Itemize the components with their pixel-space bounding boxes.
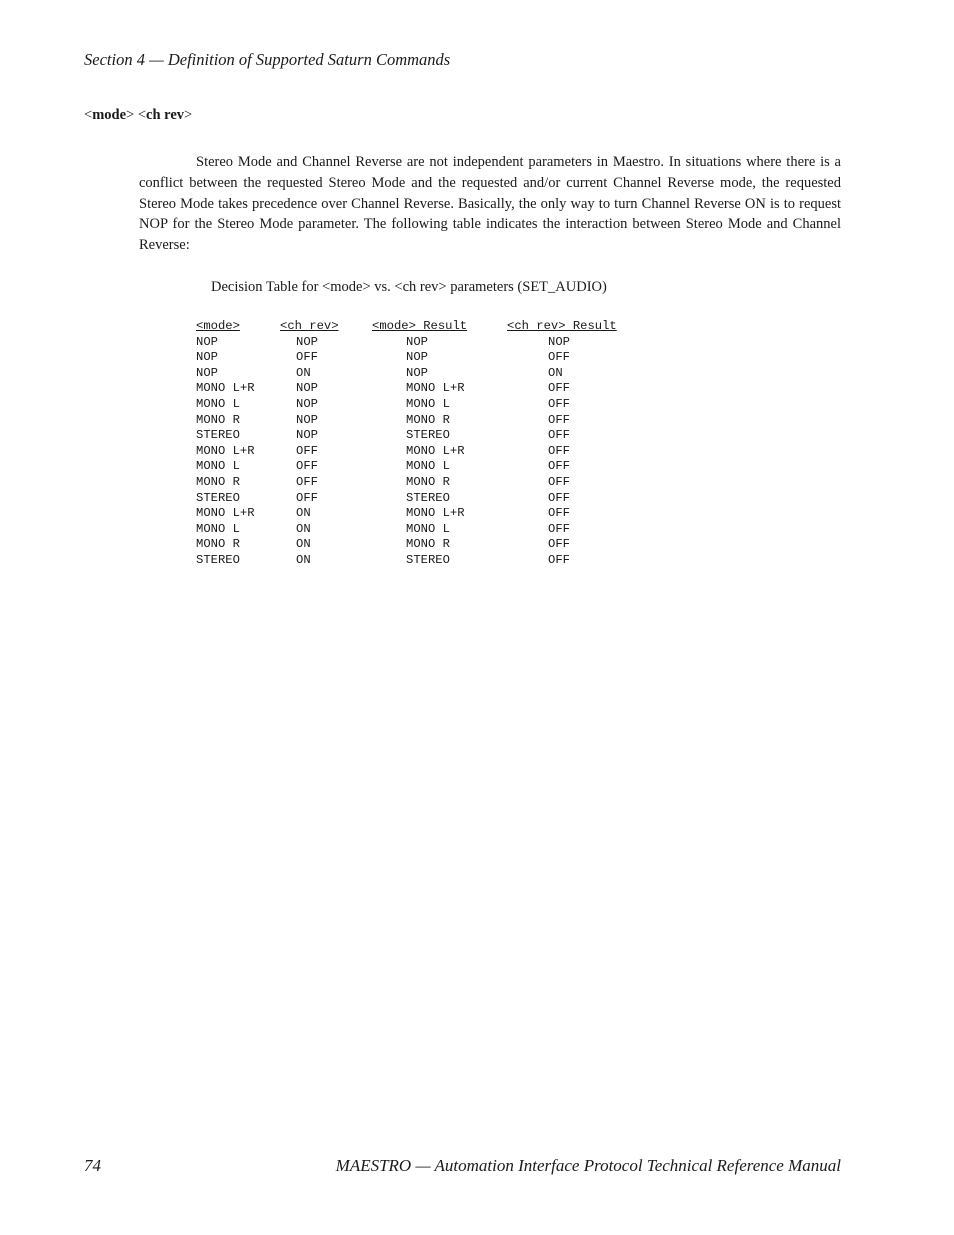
- table-cell-mode-result: STEREO: [406, 428, 450, 443]
- table-cell-ch-rev: NOP: [296, 396, 318, 411]
- table-row: [196, 334, 570, 351]
- table-cell-ch-rev: OFF: [296, 443, 318, 458]
- table-row: [196, 506, 570, 522]
- table-cell-ch-rev: ON: [296, 365, 311, 380]
- table-row: [196, 428, 570, 444]
- table-cell-ch-rev: NOP: [296, 412, 318, 427]
- heading-param-mode: mode: [92, 107, 127, 123]
- table-row: [196, 474, 570, 491]
- table-cell-mode: STEREO: [196, 428, 240, 443]
- column-header-mode-result: <mode> Result: [372, 319, 468, 333]
- table-cell-mode-result: MONO R: [406, 412, 450, 427]
- table-cell-mode-result: MONO L+R: [406, 443, 465, 458]
- parameter-heading: [84, 107, 192, 124]
- table-cell-mode-result: MONO L: [406, 396, 450, 411]
- table-cell-mode: NOP: [196, 350, 218, 365]
- table-cell-mode: NOP: [196, 334, 218, 349]
- heading-bracket-close: >: [184, 107, 193, 123]
- table-cell-ch-rev: OFF: [296, 490, 318, 505]
- table-cell-mode: MONO L: [196, 459, 240, 474]
- table-cell-ch-rev-result: NOP: [548, 334, 570, 349]
- table-cell-ch-rev-result: OFF: [548, 474, 570, 489]
- table-cell-mode: MONO R: [196, 537, 240, 552]
- table-cell-mode: MONO L: [196, 521, 240, 536]
- decision-table: [196, 319, 617, 569]
- page-number: 74: [84, 1156, 101, 1175]
- table-cell-mode: NOP: [196, 365, 218, 380]
- table-cell-ch-rev: ON: [296, 506, 311, 521]
- table-cell-ch-rev-result: OFF: [548, 443, 570, 458]
- table-cell-mode: MONO L+R: [196, 381, 255, 396]
- table-cell-ch-rev-result: OFF: [548, 381, 570, 396]
- table-row: [196, 552, 570, 569]
- table-cell-ch-rev: OFF: [296, 459, 318, 474]
- table-cell-mode: MONO R: [196, 412, 240, 427]
- table-row: [196, 537, 570, 553]
- table-cell-ch-rev: ON: [296, 537, 311, 552]
- table-cell-mode-result: STEREO: [406, 490, 450, 505]
- column-header-mode: <mode>: [196, 319, 240, 333]
- table-cell-ch-rev-result: ON: [548, 365, 563, 380]
- table-cell-mode-result: NOP: [406, 365, 428, 380]
- table-row: [196, 412, 570, 429]
- table-cell-ch-rev: OFF: [296, 350, 318, 365]
- table-row: [196, 521, 570, 538]
- table-cell-mode-result: MONO L: [406, 459, 450, 474]
- table-cell-ch-rev-result: OFF: [548, 490, 570, 505]
- table-cell-ch-rev: NOP: [296, 428, 318, 443]
- heading-bracket-open: <: [84, 107, 93, 123]
- table-cell-ch-rev-result: OFF: [548, 350, 570, 365]
- table-cell-ch-rev-result: OFF: [548, 428, 570, 443]
- table-row: [196, 490, 570, 507]
- table-header-row: [196, 319, 617, 335]
- table-cell-ch-rev-result: OFF: [548, 552, 570, 567]
- table-row: [196, 396, 570, 413]
- table-caption: Decision Table for <mode> vs. <ch rev> parameters (SET_AUDIO): [211, 279, 607, 295]
- table-cell-mode: MONO L+R: [196, 506, 255, 521]
- table-cell-ch-rev-result: OFF: [548, 412, 570, 427]
- table-cell-ch-rev: ON: [296, 521, 311, 536]
- table-body: [196, 334, 570, 569]
- table-cell-ch-rev: NOP: [296, 334, 318, 349]
- table-cell-mode-result: MONO R: [406, 474, 450, 489]
- table-cell-mode: MONO L+R: [196, 443, 255, 458]
- table-cell-mode: MONO L: [196, 396, 240, 411]
- table-cell-mode-result: MONO L+R: [406, 381, 465, 396]
- column-header-ch-rev-result: <ch rev> Result: [507, 319, 617, 333]
- table-cell-mode: MONO R: [196, 474, 240, 489]
- column-header-ch-rev: <ch rev>: [280, 319, 339, 333]
- table-cell-mode-result: NOP: [406, 350, 428, 365]
- table-cell-mode-result: NOP: [406, 334, 428, 349]
- table-cell-mode: STEREO: [196, 490, 240, 505]
- table-cell-ch-rev: ON: [296, 552, 311, 567]
- table-cell-mode-result: STEREO: [406, 552, 450, 567]
- table-cell-ch-rev-result: OFF: [548, 396, 570, 411]
- heading-param-ch-rev: ch rev: [146, 107, 185, 123]
- table-row: [196, 350, 570, 366]
- table-cell-ch-rev-result: OFF: [548, 506, 570, 521]
- table-cell-mode-result: MONO L+R: [406, 506, 465, 521]
- table-cell-mode-result: MONO R: [406, 537, 450, 552]
- table-cell-ch-rev-result: OFF: [548, 537, 570, 552]
- table-cell-ch-rev-result: OFF: [548, 459, 570, 474]
- table-cell-ch-rev: NOP: [296, 381, 318, 396]
- heading-bracket-mid: > <: [126, 107, 147, 123]
- table-cell-ch-rev-result: OFF: [548, 521, 570, 536]
- table-cell-ch-rev: OFF: [296, 474, 318, 489]
- table-cell-mode: STEREO: [196, 552, 240, 567]
- table-row: [196, 443, 570, 460]
- table-row: [196, 365, 563, 382]
- table-cell-mode-result: MONO L: [406, 521, 450, 536]
- body-paragraph: Stereo Mode and Channel Reverse are not independent parameters in Maestro. In situations where there is a conflict between the requested Stereo Mode and the requested and/or current Channel Reverse mode, the requested Stereo Mode takes precedence over Channel Reverse. Basically, the only way to turn Channel Reverse ON is to request NOP for the Stereo Mode parameter. The following table indicates the interaction between Stereo Mode and Channel Reverse:: [139, 154, 841, 254]
- table-row: [196, 459, 570, 475]
- table-row: [196, 381, 570, 397]
- manual-title: MAESTRO — Automation Interface Protocol Technical Reference Manual: [335, 1156, 841, 1175]
- running-header: Section 4 — Definition of Supported Saturn Commands: [84, 50, 451, 69]
